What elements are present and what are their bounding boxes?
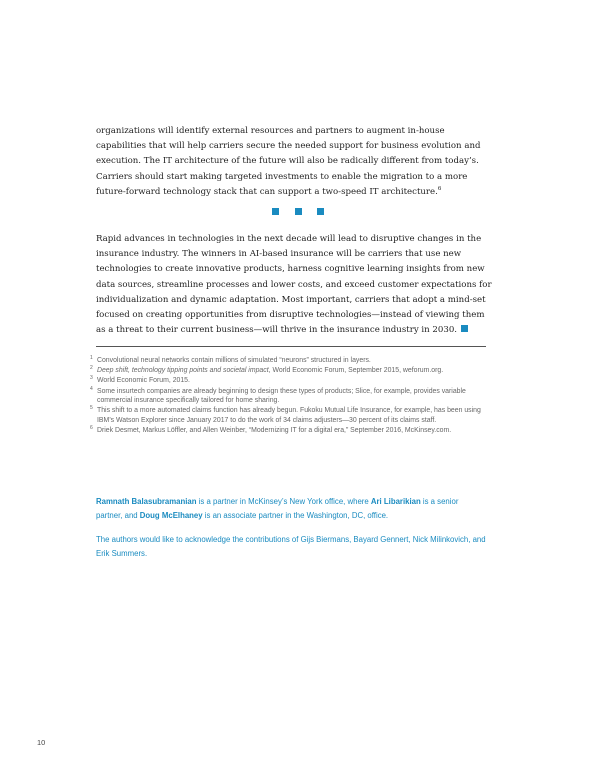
footnote-number: 1 xyxy=(90,355,93,361)
author-text-1: is a partner in McKinsey’s New York office, where xyxy=(196,497,371,506)
divider-square-icon xyxy=(317,208,324,215)
page-number: 10 xyxy=(37,738,46,747)
footnote-1 xyxy=(90,356,490,366)
footnote-5 xyxy=(90,406,490,425)
footnote-number: 3 xyxy=(90,375,93,382)
footnote-text: This shift to a more automated claims function has already begun. Fukoku Mutual Life Insurance, for example, has been using IBM’s Watson Explorer since January 2017 to do the work of 34 claims adjusters—30 percent of its claims staff. xyxy=(97,407,481,424)
body-paragraph-1 xyxy=(96,124,496,200)
footnote-2 xyxy=(90,366,490,376)
footnote-4 xyxy=(90,387,490,406)
footnote-text: World Economic Forum, 2015. xyxy=(97,377,190,385)
author-text-3: is an associate partner in the Washington, DC, office. xyxy=(202,510,389,520)
section-divider xyxy=(272,208,328,216)
author-name-3: Doug McElhaney xyxy=(139,510,203,520)
footnote-text: Driek Desmet, Markus Löffler, and Allen Weinber, “Modernizing IT for a digital era,” September 2016, McKinsey.com. xyxy=(97,427,452,435)
author-name-2: Ari Libarikian xyxy=(370,497,421,506)
footnote-rule xyxy=(96,346,486,347)
footnote-3 xyxy=(90,376,490,386)
paragraph-1-text: organizations will identify external resources and partners to augment in-house capabilities that will help carriers secure the needed support for business evolution and execution. The IT architecture of the future will also be radically different from today’s. Carriers should start making targeted investments to enable the migration to a more future-forward technology stack that can support a two-speed IT architecture. xyxy=(96,126,481,197)
paragraph-2-text: Rapid advances in technologies in the next decade will lead to disruptive changes in the insurance industry. The winners in AI-based insurance will be carriers that use new technologies to create innovative products, harness cognitive learning insights from new data sources, streamline processes and lower costs, and exceed customer expectations for individualization and dynamic adaptation. Most important, carriers that adopt a mind-set focused on creating opportunities from disruptive technologies—instead of viewing them as a threat to their current business—will thrive in the insurance industry in 2030. xyxy=(96,234,492,336)
footnote-number: 6 xyxy=(90,425,93,432)
footnote-number: 2 xyxy=(90,365,93,372)
footnote-text: , World Economic Forum, September 2015, weforum.org. xyxy=(268,367,444,375)
footnote-text: Some insurtech companies are already beginning to design these types of products; Slice, for example, provides variable commercial insurance specifically tailored for home sharing. xyxy=(97,387,466,405)
acknowledgment: The authors would like to acknowledge the contributions of Gijs Biermans, Bayard Gennert, Nick Milinkovich, and Erik Summers. xyxy=(96,535,486,558)
footnote-number: 4 xyxy=(90,385,93,392)
footnotes-list xyxy=(90,356,490,436)
footnote-title: Deep shift, technology tipping points and societal impact xyxy=(97,367,269,375)
footnote-6 xyxy=(90,426,490,436)
author-text-2: is a senior partner, and xyxy=(96,497,459,520)
author-bio xyxy=(96,495,486,522)
end-mark-icon xyxy=(461,325,468,332)
footnote-ref-6[interactable]: 6 xyxy=(437,185,442,192)
divider-square-icon xyxy=(272,208,279,215)
footnote-number: 5 xyxy=(90,405,93,412)
footnote-text: Convolutional neural networks contain millions of simulated “neurons” structured in layers. xyxy=(97,357,371,364)
body-paragraph-2 xyxy=(96,232,496,338)
author-name-1: Ramnath Balasubramanian xyxy=(96,497,197,506)
divider-square-icon xyxy=(295,208,302,215)
